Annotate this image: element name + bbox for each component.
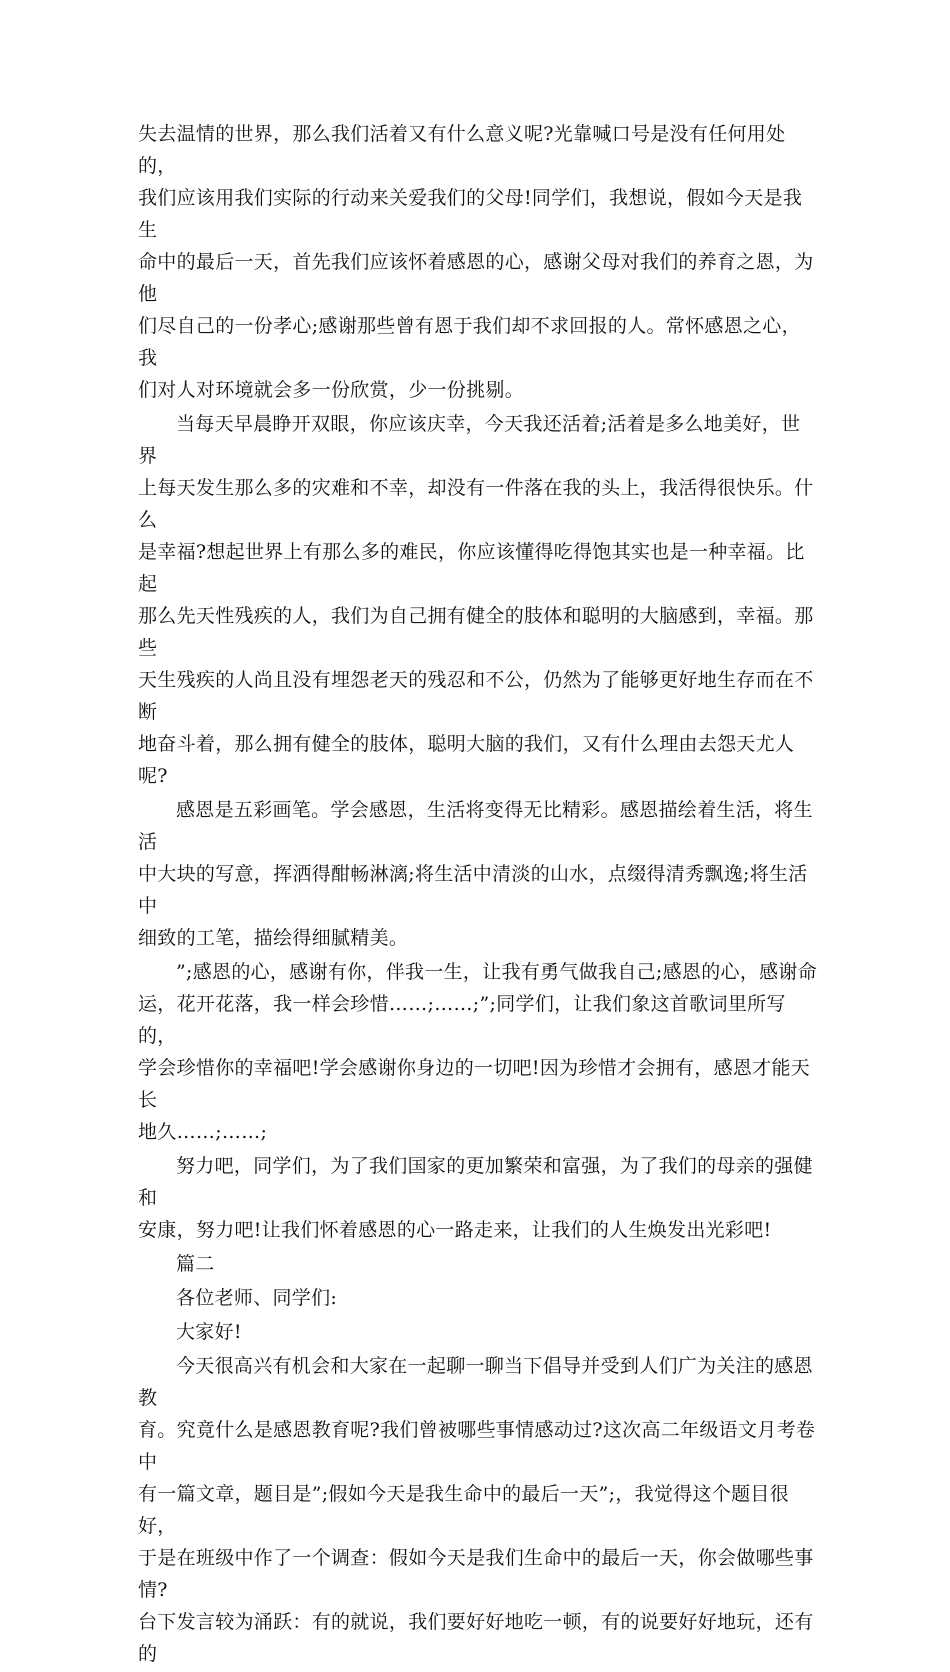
paragraph-2: 当每天早晨睁开双眼，你应该庆幸，今天我还活着;活着是多么地美好，世界 上每天发生那么多的灾难和不幸，却没有一件落在我的头上，我活得很快乐。什么 是幸福?想起世界上有那么多的难民，你应该懂得吃得饱其实也是一种幸福。比起 那么先天性残疾的人，我们为自己拥有健全的肢体和聪明的大脑感到，幸福。那些 天生残疾的人尚且没有埋怨老天的残忍和不公，仍然为了能够更好地生存而在不断 地奋斗着，那么拥有健全的肢体，聪明大脑的我们，又有什么理由去怨天尤人呢? xyxy=(138,413,814,787)
paragraph-6: 今天很高兴有机会和大家在一起聊一聊当下倡导并受到人们广为关注的感恩教 育。究竟什么是感恩教育呢?我们曾被哪些事情感动过?这次高二年级语文月考卷中 有一篇文章，题目是”;假如今天是我生命中的最后一天”;，我觉得这个题目很好， 于是在班级中作了一个调查：假如今天是我们生命中的最后一天，你会做哪些事情? 台下发言较为涌跃：有的就说，我们要好好地吃一顿，有的说要好好地玩，还有的 xyxy=(138,1355,816,1665)
document-body xyxy=(138,118,818,1672)
paragraph-5: 努力吧，同学们，为了我们国家的更加繁荣和富强，为了我们的母亲的强健和 安康，努力吧!让我们怀着感恩的心一路走来，让我们的人生焕发出光彩吧! xyxy=(138,1155,813,1241)
paragraph-3: 感恩是五彩画笔。学会感恩，生活将变得无比精彩。感恩描绘着生活，将生活 中大块的写意，挥洒得酣畅淋漓;将生活中清淡的山水，点缀得清秀飘逸;将生活中 细致的工笔，描绘得细腻精美。 xyxy=(138,799,813,949)
section-heading: 篇二 xyxy=(176,1253,215,1275)
paragraph-1: 失去温情的世界，那么我们活着又有什么意义呢?光靠喊口号是没有任何用处的， 我们应该用我们实际的行动来关爱我们的父母!同学们，我想说，假如今天是我生 命中的最后一天，首先我们应该怀着感恩的心，感谢父母对我们的养育之恩，为他 们尽自己的一份孝心;感谢那些曾有恩于我们却不求回报的人。常怀感恩之心，我 们对人对环境就会多一份欣赏，少一份挑剔。 xyxy=(138,123,814,401)
salutation: 各位老师、同学们: xyxy=(176,1287,338,1309)
greeting: 大家好! xyxy=(176,1321,242,1343)
paragraph-4: ”;感恩的心，感谢有你，伴我一生，让我有勇气做我自己;感恩的心，感谢命 运，花开花落，我一样会珍惜……;……;”;同学们，让我们象这首歌词里所写的， 学会珍惜你的幸福吧!学会感谢你身边的一切吧!因为珍惜才会拥有，感恩才能天长 地久……;……; xyxy=(138,961,818,1143)
